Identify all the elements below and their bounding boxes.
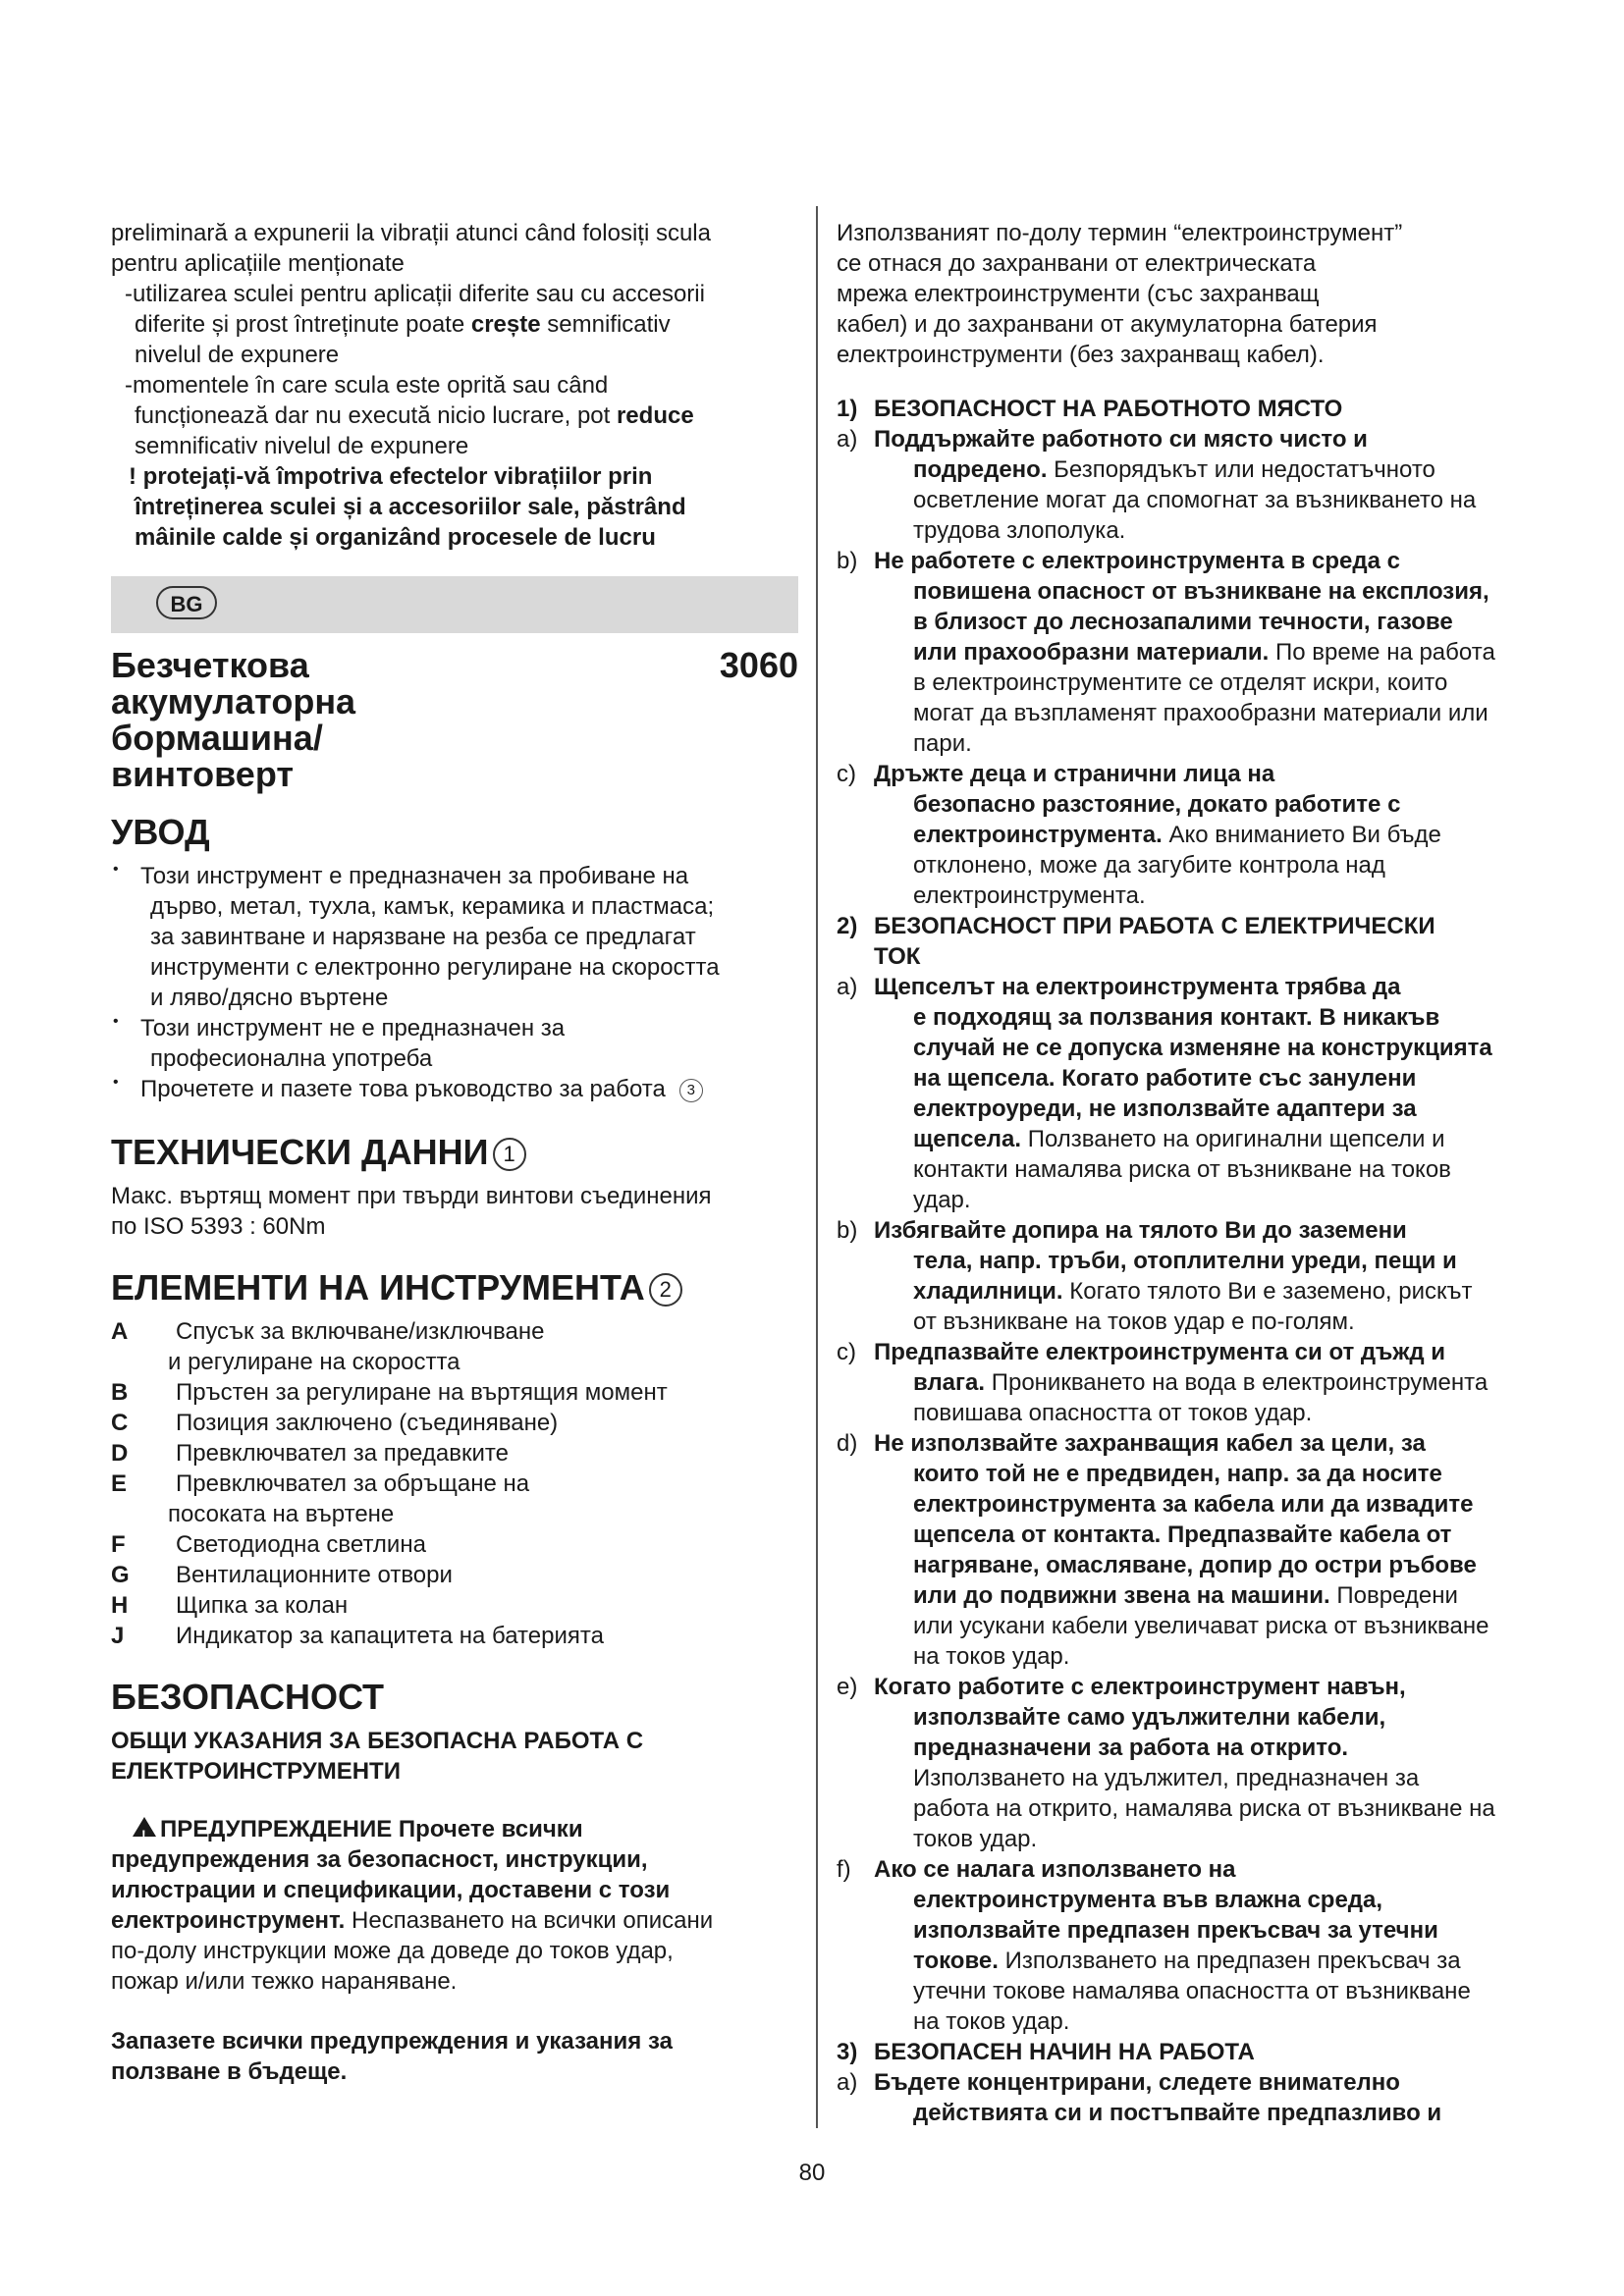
rule-item: a) Бъдете концентрирани, следете внимателно действията си и постъпвайте предпазливо и	[837, 2069, 1442, 2126]
intro-line: pentru aplicațiile menționate	[111, 250, 405, 277]
language-band	[111, 576, 798, 633]
element-item: B Пръстен за регулиране на въртящия момент	[111, 1379, 668, 1406]
left-column	[111, 218, 798, 2087]
list-item: • Този инструмент е предназначен за пробиване на дърво, метал, тухла, камък, керамика и пластмаса; за завинтване и нарязване на резба се предлагат инструменти с електронно регулиране на скоростта и ляво/дясно въртене	[113, 861, 720, 1011]
element-item: E Превключвател за обръщане на посоката на въртене	[111, 1470, 530, 1527]
rule-item: b) Избягвайте допира на тялото Ви до заземени тела, напр. тръби, отоплителни уреди, пещи и хладилници. Когато тялото Ви е заземено, рискът от възникване на токов удар е по-голям.	[837, 1217, 1473, 1335]
element-item: J Индикатор за капацитета на батерията	[111, 1623, 604, 1649]
section-heading-safety: БЕЗОПАСНОСТ	[111, 1677, 385, 1717]
tech-line: Макс. въртящ момент при твърди винтови съединения	[111, 1183, 712, 1209]
rule-item: a) Щепселът на електроинструмента трябва да е подходящ за ползвания контакт. В никакъв случай не се допуска изменяне на конструкцията на щепсела. Когато работите със занулени електроуреди, не използвайте адаптери за щепсела. Ползването на оригинални щепсели и контакти намалява риска от възникване на токов удар.	[837, 974, 1492, 1213]
product-title: Безчеткова акумулаторна бормашина/ винтоверт	[111, 645, 356, 794]
element-item: F Светодиодна светлина	[111, 1531, 426, 1558]
protect-line: ! protejați-vă împotriva efectelor vibrațiilor prin	[129, 463, 653, 490]
keep-instructions: Запазете всички предупреждения и указания за ползване в бъдеще.	[111, 2028, 673, 2085]
protect-line: întreținerea sculei și a accesoriilor sale, păstrând	[135, 494, 686, 520]
intro-dash-line: -momentele în care scula este oprită sau când	[125, 372, 609, 399]
rule-item: c) Дръжте деца и странични лица на безопасно разстояние, докато работите с електроинструмента. Ако вниманието Ви бъде отклонено, може да загубите контрола над електроинструмента.	[837, 761, 1441, 909]
page-number: 80	[798, 2160, 826, 2186]
figure-ref-1: 1	[493, 1138, 526, 1171]
right-column	[837, 218, 1524, 2128]
intro-dash-line: -utilizarea sculei pentru aplicații diferite sau cu accesorii	[125, 281, 705, 307]
column-divider	[816, 206, 818, 2128]
warning-icon: !	[133, 1817, 156, 1837]
section-heading-elements: ЕЛЕМЕНТИ НА ИНСТРУМЕНТА 2	[111, 1267, 798, 1308]
rule-heading: 1) БЕЗОПАСНОСТ НА РАБОТНОТО МЯСТО	[837, 396, 1343, 422]
intro-dash-line: nivelul de expunere	[135, 342, 340, 368]
intro-dash-line: diferite și prost întreținute poate crește semnificativ	[135, 311, 671, 338]
section-heading-tech: ТЕХНИЧЕСКИ ДАННИ 1	[111, 1132, 798, 1173]
element-item: H Щипка за колан	[111, 1592, 349, 1619]
element-item: G Вентилационните отвори	[111, 1562, 453, 1588]
rule-heading: 3) БЕЗОПАСЕН НАЧИН НА РАБОТА	[837, 2039, 1255, 2065]
right-intro: Използваният по-долу термин “електроинструмент” се отнася до захранвани от електрическата мрежа електроинструменти (със захранващ кабел) и до захранвани от акумулаторна батерия електроинструменти (без захранващ кабел).	[837, 220, 1403, 368]
rule-item: b) Не работете с електроинструмента в среда с повишена опасност от възникване на експлозия, в близост до леснозапалими течности, газове или прахообразни материали. По време на работа в електроинструментите се отделят искри, които могат да възпламенят прахообразни материали или пари.	[837, 548, 1495, 757]
list-item: • Прочетете и пазете това ръководство за работа 3	[111, 1074, 798, 1104]
protect-line: mâinile calde și organizând procesele de lucru	[135, 524, 656, 551]
tech-line: по ISO 5393 : 60Nm	[111, 1213, 326, 1240]
element-item: C Позиция заключено (съединяване)	[111, 1410, 559, 1436]
rule-item: c) Предпазвайте електроинструмента си от дъжд и влага. Проникването на вода в електроинструмента повишава опасността от токов удар.	[837, 1339, 1489, 1426]
element-item: D Превключвател за предавките	[111, 1440, 509, 1467]
safety-subheading: ОБЩИ УКАЗАНИЯ ЗА БЕЗОПАСНА РАБОТА С	[111, 1728, 644, 1754]
product-title-block	[111, 647, 798, 792]
section-heading-uvod: УВОД	[111, 812, 210, 852]
rule-item: e) Когато работите с електроинструмент навън, използвайте само удължителни кабели, предназначени за работа на открито. Използването на удължител, предназначен за работа на открито, намалява риска от възникване на токов удар.	[837, 1674, 1495, 1852]
figure-ref-3: 3	[679, 1079, 703, 1102]
model-number: 3060	[719, 645, 798, 685]
list-item: • Този инструмент не е предназначен за професионална употреба	[113, 1013, 566, 1072]
rule-item: f) Ако се налага използването на електроинструмента във влажна среда, използвайте предпазен прекъсвач за утечни токове. Използването на предпазен прекъсвач за утечни токове намалява опасността от възникване на токов удар.	[837, 1856, 1471, 2035]
intro-line: preliminară a expunerii la vibrații atunci când folosiți scula	[111, 220, 711, 246]
element-item: A Спусък за включване/изключване и регулиране на скоростта	[111, 1318, 545, 1375]
intro-dash-line: funcționează dar nu execută nicio lucrare, pot reduce	[135, 402, 694, 429]
figure-ref-2: 2	[649, 1273, 682, 1307]
intro-dash-line: semnificativ nivelul de expunere	[135, 433, 469, 459]
rule-item: d) Не използвайте захранващия кабел за цели, за които той не е предвиден, напр. за да носите електроинструмента за кабела или да извадите щепсела от контакта. Предпазвайте кабела от нагряване, омасляване, допир до остри ръбове или до подвижни звена на машини. Повредени или усукани кабели увеличават риска от възникване на токов удар.	[837, 1430, 1489, 1670]
language-badge: BG	[156, 586, 217, 619]
warning-block: ! ПРЕДУПРЕЖДЕНИЕ Прочете всички предупреждения за безопасност, инструкции, илюстрации и спецификации, доставени с този електроинструмент. Неспазването на всички описани по-долу инструкции може да доведе до токов удар, пожар и/или тежко нараняване.	[111, 1816, 714, 1995]
rule-heading: 2) БЕЗОПАСНОСТ ПРИ РАБОТА С ЕЛЕКТРИЧЕСКИ ТОК	[837, 913, 1435, 970]
rule-item: a) Поддържайте работното си място чисто и подредено. Безпорядъкът или недостатъчното осветление могат да спомогнат за възникването на трудова злополука.	[837, 426, 1477, 544]
safety-subheading: ЕЛЕКТРОИНСТРУМЕНТИ	[111, 1758, 401, 1785]
